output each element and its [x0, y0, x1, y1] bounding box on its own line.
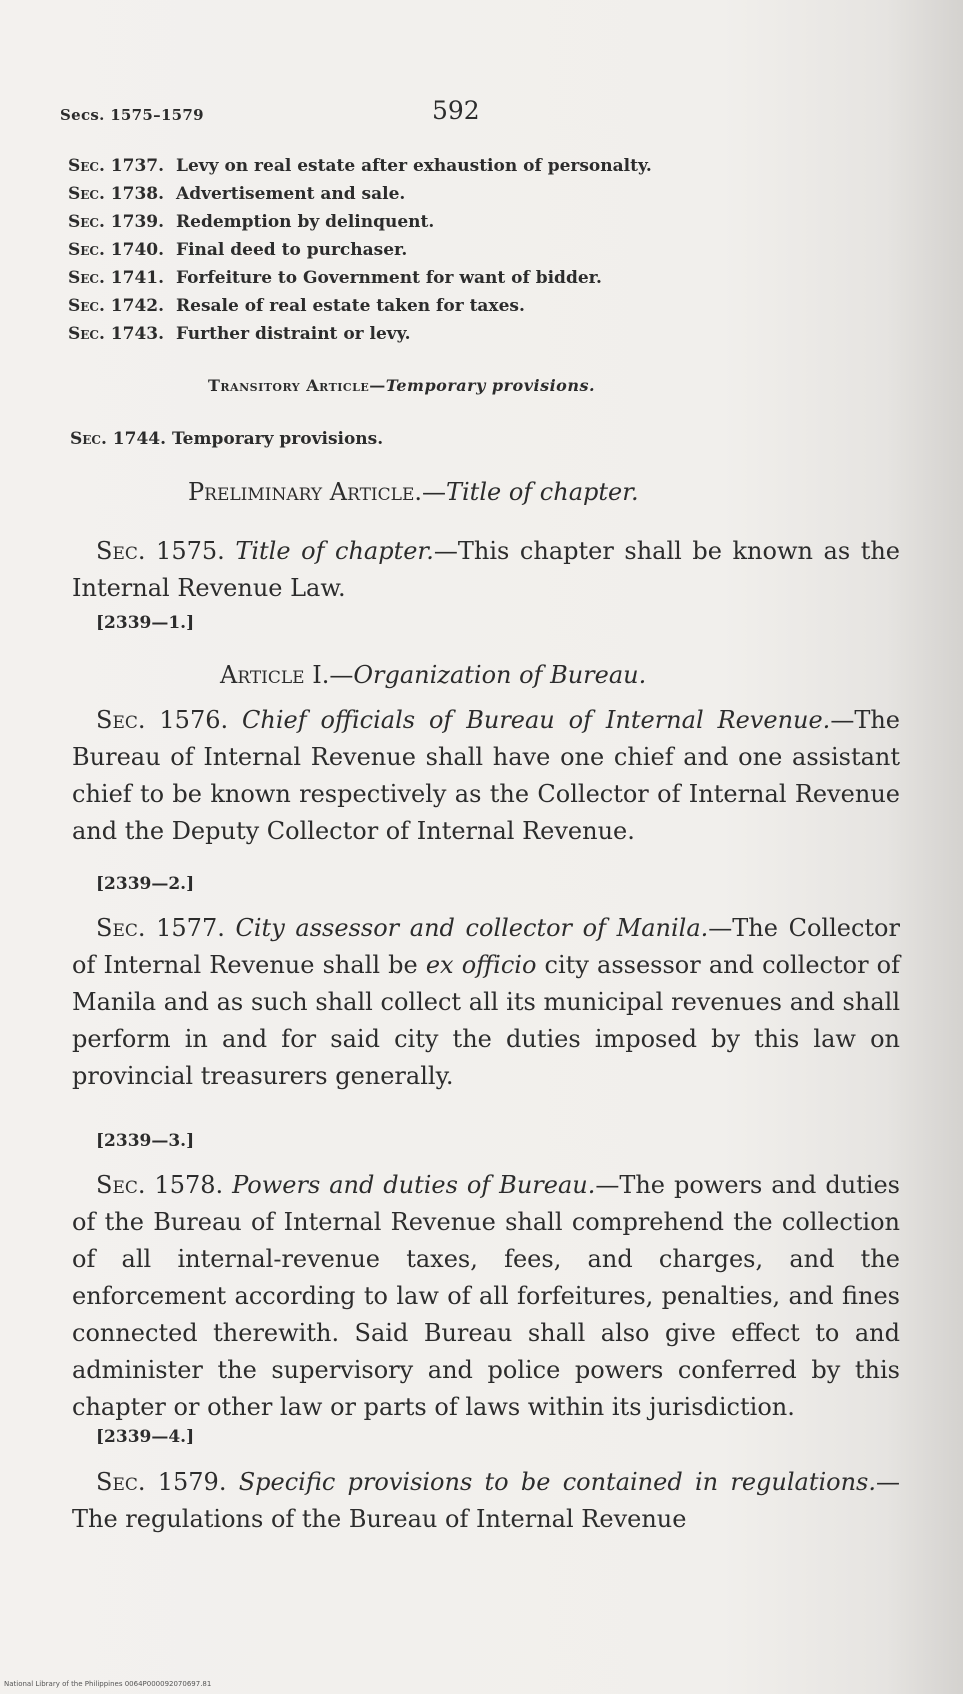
list-item: [68, 264, 868, 292]
toc-section-number: Sec. 1738.: [68, 184, 165, 204]
toc-section-title: Final deed to purchaser.: [176, 240, 408, 260]
preliminary-article-heading: [188, 478, 639, 506]
toc-section-title: Levy on real estate after exhaustion of personalty.: [176, 156, 652, 176]
section-title: Title of chapter.: [235, 537, 434, 565]
heading-label: Article I.—: [220, 661, 354, 689]
section-1579: [72, 1464, 900, 1538]
transitory-article-heading: [208, 376, 595, 395]
section-1576: [72, 702, 900, 850]
scan-footer: National Library of the Philippines 0064P000092070697.81: [4, 1680, 212, 1688]
section-number: Sec. 1576.: [96, 706, 229, 734]
section-body: city assessor and collector of Manila and as such shall collect all its municipal revenues and shall perform in and for said city the duties imposed by this law on provincial treasurers generally.: [72, 951, 901, 1090]
section-number: Sec. 1575.: [96, 537, 225, 565]
list-item: [68, 152, 868, 180]
toc-section-title: Redemption by delinquent.: [176, 212, 435, 232]
citation: [2339—2.]: [96, 874, 195, 894]
toc-section-number: Sec. 1739.: [68, 212, 165, 232]
section-body: —The powers and duties of the Bureau of Internal Revenue shall comprehend the collection of all internal-revenue taxes, fees, and charges, and the enforcement according to law of all forfeitures, penalties, and fines connected therewith. Said Bureau shall also give effect to and administer the supervisory and police powers conferred by this chapter or other law or parts of laws within its jurisdiction.: [72, 1171, 900, 1421]
section-number: Sec. 1577.: [96, 914, 225, 942]
section-body: —The Collector of Internal Revenue shall be: [72, 914, 900, 979]
toc-section-title: Resale of real estate taken for taxes.: [176, 296, 525, 316]
section-1578: [72, 1167, 900, 1426]
running-head-sections: Secs. 1575–1579: [60, 106, 204, 124]
section-title: City assessor and collector of Manila.: [235, 914, 709, 942]
heading-title: Title of chapter.: [446, 478, 639, 506]
section-1575: [72, 533, 900, 607]
section-body-italic: ex officio: [425, 951, 537, 979]
citation: [2339—4.]: [96, 1427, 195, 1447]
citation: [2339—3.]: [96, 1131, 195, 1151]
section-1577: [72, 910, 900, 1095]
running-head: [60, 96, 920, 142]
page-number: 592: [432, 96, 480, 125]
toc-section-number: Sec. 1742.: [68, 296, 165, 316]
heading-title: Organization of Bureau.: [353, 661, 647, 689]
toc-section-number: Sec. 1744.: [70, 429, 167, 449]
toc-section-title: Temporary provisions.: [171, 429, 384, 449]
section-number: Sec. 1578.: [96, 1171, 224, 1199]
section-title: Powers and duties of Bureau.: [232, 1171, 596, 1199]
toc-section-number: Sec. 1743.: [68, 324, 165, 344]
citation: [2339—1.]: [96, 613, 195, 633]
list-item: [70, 429, 383, 449]
toc-section-number: Sec. 1737.: [68, 156, 165, 176]
article-1-heading: [220, 661, 646, 689]
list-item: [68, 180, 868, 208]
heading-label: Transitory Article—: [208, 376, 386, 395]
section-list: [68, 152, 868, 348]
heading-label: Preliminary Article.—: [188, 478, 446, 506]
list-item: [68, 320, 868, 348]
section-title: Specific provisions to be contained in regulations.: [238, 1468, 876, 1496]
toc-section-title: Further distraint or levy.: [176, 324, 411, 344]
list-item: [68, 236, 868, 264]
section-title: Chief officials of Bureau of Internal Revenue.: [242, 706, 831, 734]
toc-section-number: Sec. 1740.: [68, 240, 165, 260]
toc-section-title: Forfeiture to Government for want of bidder.: [176, 268, 602, 288]
list-item: [68, 292, 868, 320]
list-item: [68, 208, 868, 236]
toc-section-title: Advertisement and sale.: [176, 184, 406, 204]
heading-title: Temporary provisions.: [385, 376, 596, 395]
section-body: —The regulations of the Bureau of Internal Revenue: [72, 1468, 900, 1533]
section-body: —The Bureau of Internal Revenue shall have one chief and one assistant chief to be known respectively as the Collector of Internal Revenue and the Deputy Collector of Internal Revenue.: [72, 706, 900, 845]
section-body: —This chapter shall be known as the Internal Revenue Law.: [72, 537, 901, 602]
toc-section-number: Sec. 1741.: [68, 268, 165, 288]
section-number: Sec. 1579.: [96, 1468, 227, 1496]
